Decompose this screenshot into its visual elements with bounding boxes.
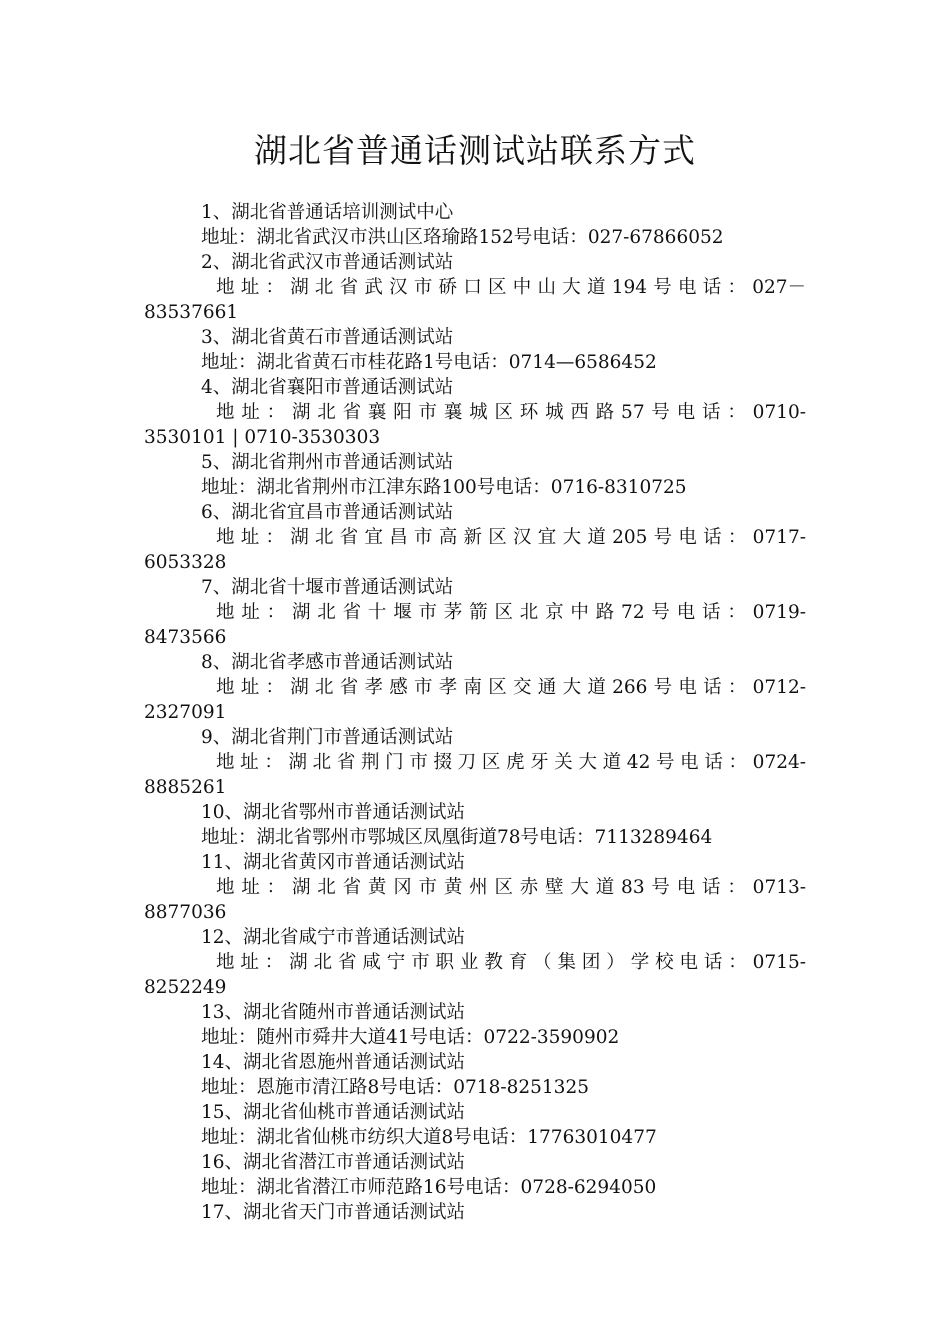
station-heading: 5、湖北省荆州市普通话测试站 <box>201 452 454 473</box>
station-heading: 10、湖北省鄂州市普通话测试站 <box>201 802 466 823</box>
station-address: 地址：湖北省宜昌市高新区汉宜大道205号电话：0717- <box>216 527 806 548</box>
station-address-continued: 2327091 <box>144 702 227 723</box>
station-heading: 16、湖北省潜江市普通话测试站 <box>201 1152 466 1173</box>
station-heading: 17、湖北省天门市普通话测试站 <box>201 1202 466 1223</box>
station-address: 地址：湖北省十堰市茅箭区北京中路72号电话：0719- <box>216 602 806 623</box>
station-heading: 7、湖北省十堰市普通话测试站 <box>201 577 454 598</box>
station-heading: 4、湖北省襄阳市普通话测试站 <box>201 377 454 398</box>
station-heading: 9、湖北省荆门市普通话测试站 <box>201 727 454 748</box>
station-address: 地址：湖北省荆门市掇刀区虎牙关大道42号电话：0724- <box>216 752 806 773</box>
contact-list <box>144 200 806 1225</box>
station-heading: 8、湖北省孝感市普通话测试站 <box>201 652 454 673</box>
station-address-continued: 83537661 <box>144 302 239 323</box>
station-address: 地址：湖北省咸宁市职业教育（集团）学校电话：0715- <box>216 952 806 973</box>
station-address-continued: 3530101 | 0710-3530303 <box>144 427 381 448</box>
station-heading: 2、湖北省武汉市普通话测试站 <box>201 252 454 273</box>
station-address-continued: 8885261 <box>144 777 227 798</box>
station-heading: 14、湖北省恩施州普通话测试站 <box>201 1052 466 1073</box>
station-address-continued: 8473566 <box>144 627 227 648</box>
station-address: 地址：湖北省鄂州市鄂城区凤凰街道78号电话：7113289464 <box>201 827 713 848</box>
station-address: 地址：湖北省武汉市洪山区珞瑜路152号电话：027-67866052 <box>201 227 724 248</box>
station-heading: 11、湖北省黄冈市普通话测试站 <box>201 852 466 873</box>
station-heading: 3、湖北省黄石市普通话测试站 <box>201 327 454 348</box>
station-address: 地址：湖北省荆州市江津东路100号电话：0716-8310725 <box>201 477 687 498</box>
station-heading: 15、湖北省仙桃市普通话测试站 <box>201 1102 466 1123</box>
station-address-continued: 8252249 <box>144 977 227 998</box>
station-address: 地址：湖北省仙桃市纺织大道8号电话：17763010477 <box>201 1127 657 1148</box>
station-address: 地址：湖北省武汉市硚口区中山大道194号电话：027－ <box>216 277 806 298</box>
station-address-continued: 8877036 <box>144 902 227 923</box>
station-address: 地址：湖北省黄石市桂花路1号电话：0714—6586452 <box>201 352 657 373</box>
station-address: 地址：随州市舜井大道41号电话：0722-3590902 <box>201 1027 620 1048</box>
station-heading: 13、湖北省随州市普通话测试站 <box>201 1002 466 1023</box>
station-address-continued: 6053328 <box>144 552 227 573</box>
station-address: 地址：湖北省襄阳市襄城区环城西路57号电话：0710- <box>216 402 806 423</box>
station-address: 地址：恩施市清江路8号电话：0718-8251325 <box>201 1077 589 1098</box>
station-heading: 12、湖北省咸宁市普通话测试站 <box>201 927 466 948</box>
station-address: 地址：湖北省孝感市孝南区交通大道266号电话：0712- <box>216 677 806 698</box>
page-title: 湖北省普通话测试站联系方式 <box>254 131 696 170</box>
station-address: 地址：湖北省潜江市师范路16号电话：0728-6294050 <box>201 1177 657 1198</box>
station-address: 地址：湖北省黄冈市黄州区赤壁大道83号电话：0713- <box>216 877 806 898</box>
station-heading: 1、湖北省普通话培训测试中心 <box>201 202 454 223</box>
station-heading: 6、湖北省宜昌市普通话测试站 <box>201 502 454 523</box>
